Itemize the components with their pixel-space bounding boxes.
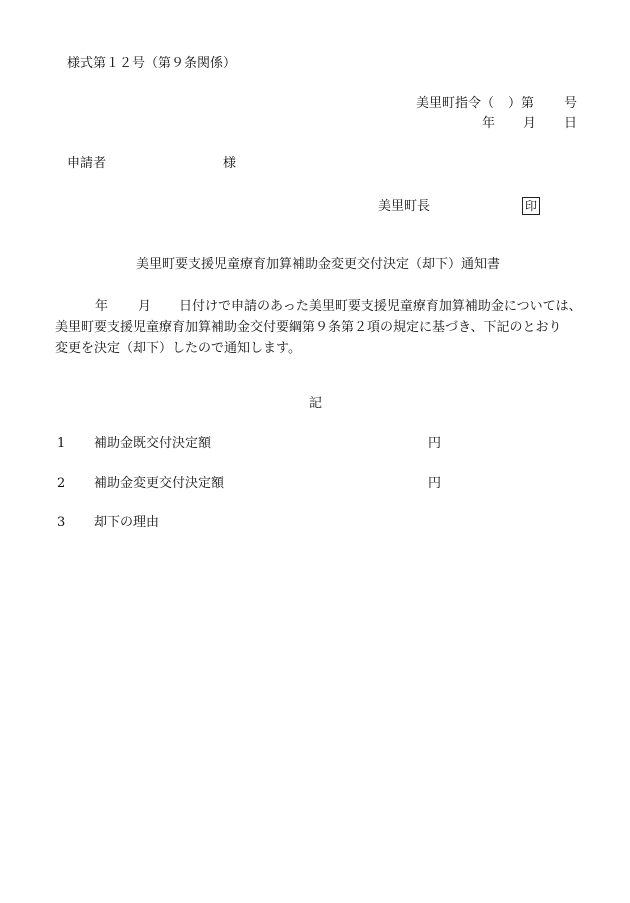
item-number: 2 — [57, 476, 66, 491]
item-label: 補助金既交付決定額 — [94, 436, 212, 451]
list-item — [57, 516, 428, 529]
item-number: 3 — [57, 515, 66, 530]
body-line-2: 美里町要支援児童療育加算補助金交付要綱第９条第２項の規定に基づき、下記のとおり — [55, 320, 562, 335]
item-number: 1 — [57, 436, 66, 451]
document-title: 美里町要支援児童療育加算補助金変更交付決定（却下）通知書 — [136, 257, 501, 272]
date-year: 年 — [481, 116, 495, 131]
item-label: 却下の理由 — [94, 515, 160, 530]
document-number-blank — [494, 97, 508, 110]
document-number-line — [416, 97, 577, 110]
list-item — [57, 437, 441, 450]
ki-label: 記 — [309, 396, 323, 411]
body-line-3: 変更を決定（却下）したので通知します。 — [55, 341, 301, 356]
seal-mark: 印 — [522, 197, 540, 215]
list-item — [57, 477, 441, 490]
issue-date-line — [482, 117, 577, 130]
item-label: 補助金変更交付決定額 — [94, 476, 225, 491]
applicant-honorific: 様 — [223, 156, 237, 171]
date-day: 日 — [563, 116, 577, 131]
applicant-line — [67, 157, 236, 170]
form-number: 様式第１２号（第９条関係） — [67, 56, 237, 71]
applicant-name-blank — [106, 157, 223, 170]
body-year: 年 — [95, 299, 109, 314]
applicant-label: 申請者 — [67, 156, 107, 171]
body-line-1-text: 日付けで申請のあった美里町要支援児童療育加算補助金については、 — [179, 299, 582, 314]
body-line-1 — [55, 296, 595, 317]
issuer-line — [378, 197, 540, 215]
date-month: 月 — [522, 116, 536, 131]
document-number-paren-close: ）第 — [507, 96, 534, 111]
document-number-suffix: 号 — [563, 96, 577, 111]
document-number-blank-2 — [534, 97, 564, 110]
document-number-prefix: 美里町指令（ — [415, 96, 494, 111]
body-month: 月 — [138, 299, 152, 314]
item-unit: 円 — [428, 436, 442, 451]
item-unit: 円 — [428, 476, 442, 491]
body-paragraph — [55, 296, 595, 359]
issuer-title: 美里町長 — [378, 198, 431, 214]
